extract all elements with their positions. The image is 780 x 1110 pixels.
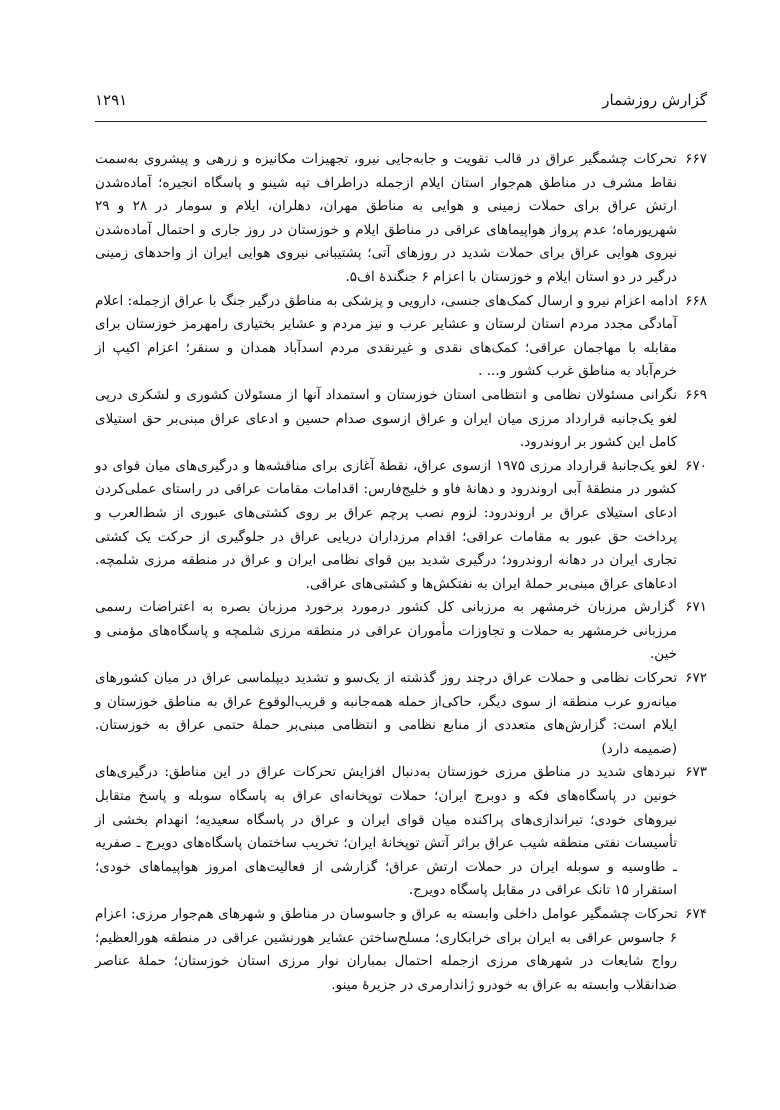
chronology-entry	[95, 761, 707, 903]
entry-text: گزارش مرزبان خرمشهر به مرزبانی کل کشور درمورد برخورد مرزبان بصره به اعتراضات رسمی مرزبانی خرمشهر به حملات و تجاوزات مأموران عراقی در منطقه مرزی شلمچه و پاسگاه‌های مؤمنی و خین.	[95, 599, 677, 663]
entry-text: لغو یک‌جانبهٔ قرارداد مرزی ۱۹۷۵ ازسوی عراق، نقطهٔ آغازی برای مناقشه‌ها و درگیری‌های میان قوای دو کشور در منطقهٔ آبی اروندرود و دهانهٔ فاو و خلیج‌فارس: اقدامات مقامات عراقی در راستای عملی‌کردن ادعای استیلای عراق بر اروندرود: لزوم نصب پرچم عراق بر روی کشتی‌های عبوری از شط‌العرب و پرداخت حق عبور به مقامات عراقی؛ اقدام مرزداران دریایی عراق در جلوگیری از حرکت یک کشتی تجاری ایران در دهانه اروندرود؛ درگیری شدید بین قوای نظامی ایران و عراق در منطقه مرزی شلمچه. ادعاهای عراق مبنی‌بر حملهٔ ایران به نفتکش‌ها و کشتی‌های عراقی.	[95, 457, 678, 592]
entry-text: تحرکات چشمگیر عراق در قالب تقویت و جابه‌جایی نیرو، تجهیزات مکانیزه و زرهی و پیشروی به‌سمت نقاط مشرف در مناطق هم‌جوار استان ایلام ازجمله دراطراف تپه شینو و پاسگاه انجیره؛ آماده‌شدن ارتش عراق برای حملات زمینی و هوایی به مناطق مهران، دهلران، ایلام و سومار در ۲۸ و ۲۹ شهریورماه؛ عدم پرواز هواپیماهای عراقی در مناطق ایلام و خوزستان در روز جاری و احتمال آماده‌شدن نیروی هوایی عراق برای حملات شدید در روزهای آتی؛ پشتیبانی نیروی هوایی ایران از واحدهای زمینی درگیر در دو استان ایلام و خوزستان با اعزام ۶ جنگندهٔ اف‌۵.	[95, 151, 677, 285]
chronology-entry	[95, 903, 707, 997]
running-header	[95, 90, 707, 116]
entry-number: ۶۶۹	[685, 386, 707, 403]
entry-number: ۶۷۰	[685, 457, 707, 474]
chronology-entry	[95, 596, 707, 667]
entry-text: نگرانی مسئولان نظامی و انتظامی استان خوزستان و استمداد آنها از مسئولان کشوری و لشکری درپی لغو یک‌جانبه قرارداد مرزی میان ایران و عراق ازسوی صدام حسین و ادعای عراق مبنی‌بر حق استیلای کامل این کشور بر اروندرود.	[95, 386, 677, 451]
entry-number: ۶۶۷	[685, 151, 707, 167]
entry-text: تحرکات نظامی و حملات عراق درچند روز گذشته از یک‌سو و تشدید دیپلماسی عراق در میان کشورهای میانه‌رو عرب منطقه از سوی دیگر، حاکی‌از حمله همه‌جانبه و قریب‌الوقوع عراق به مناطق خوزستان و ایلام است: گزارش‌های متعددی از منابع نظامی و انتظامی مبنی‌بر حملهٔ حتمی عراق به خوزستان. (ضمیمه دارد)	[95, 670, 678, 757]
entry-text: تحرکات چشمگیر عوامل داخلی وابسته به عراق و جاسوسان در مناطق و شهرهای هم‌جوار مرزی: اعزام ۶ جاسوس عراقی به ایران برای خرابکاری؛ مسلح‌ساختن عشایر هورنشین عراقی در منطقه هورالعظیم؛ رواج شایعات در شهرهای مرزی ازجمله احتمال بمباران نوار مرزی استان خوزستان؛ حملهٔ عناصر ضدانقلاب وابسته به عراق به خودرو ژاندارمری در جزیرهٔ مینو.	[95, 906, 678, 993]
entry-text: نبردهای شدید در مناطق مرزی خوزستان به‌دنبال افزایش تحرکات عراق در این مناطق: درگیری‌های خونین در پاسگاه‌های فکه و دوبرج ایران؛ حملات توپخانه‌ای عراق به پاسگاه سوبله و پاسخ متقابل نیروهای خودی؛ تیراندازی‌های پراکنده میان قوای ایران و عراق در پاسگاه سعیدیه؛ انهدام بخشی از تأسیسات نفتی منطقه شیب عراق براثر آتش توپخانهٔ ایران؛ تخریب ساختمان پاسگاه‌های دویرج ـ صفریه ـ طاوسیه و سوبله ایران در حملات ارتش عراق؛ گزارشی از فعالیت‌های امروز هواپیماهای خودی؛ استقرار ۱۵ تانک عراقی در مقابل پاسگاه دویرج.	[95, 764, 677, 899]
running-header-title: گزارش روزشمار	[602, 91, 707, 109]
entry-number: ۶۷۲	[685, 670, 707, 687]
entry-number: ۶۶۸	[685, 292, 707, 309]
chronology-entry	[95, 290, 707, 384]
entry-text: ادامه اعزام نیرو و ارسال کمک‌های جنسی، دارویی و پزشکی به مناطق درگیر جنگ با عراق ازجمله: اعلام آمادگی مجدد مردم استان لرستان و عشایر عرب و نیز مردم و عشایر بختیاری رامهرمز خوزستان برای مقابله با مهاجمان عراقی؛ کمک‌های نقدی و غیرنقدی مردم اسدآباد همدان و سنقر؛ اعزام اکیپ از خرم‌آباد به مناطق غرب کشور و... .	[95, 292, 678, 380]
chronology-list	[95, 148, 707, 997]
entry-number: ۶۷۳	[685, 764, 707, 781]
chronology-entry	[95, 148, 707, 290]
entry-number: ۶۷۴	[685, 906, 707, 922]
chronology-entry	[95, 667, 707, 761]
chronology-entry	[95, 384, 707, 455]
header-divider	[95, 121, 707, 122]
chronology-entry	[95, 455, 707, 597]
page-number: ۱۲۹۱	[95, 91, 128, 109]
entry-number: ۶۷۱	[685, 599, 707, 616]
